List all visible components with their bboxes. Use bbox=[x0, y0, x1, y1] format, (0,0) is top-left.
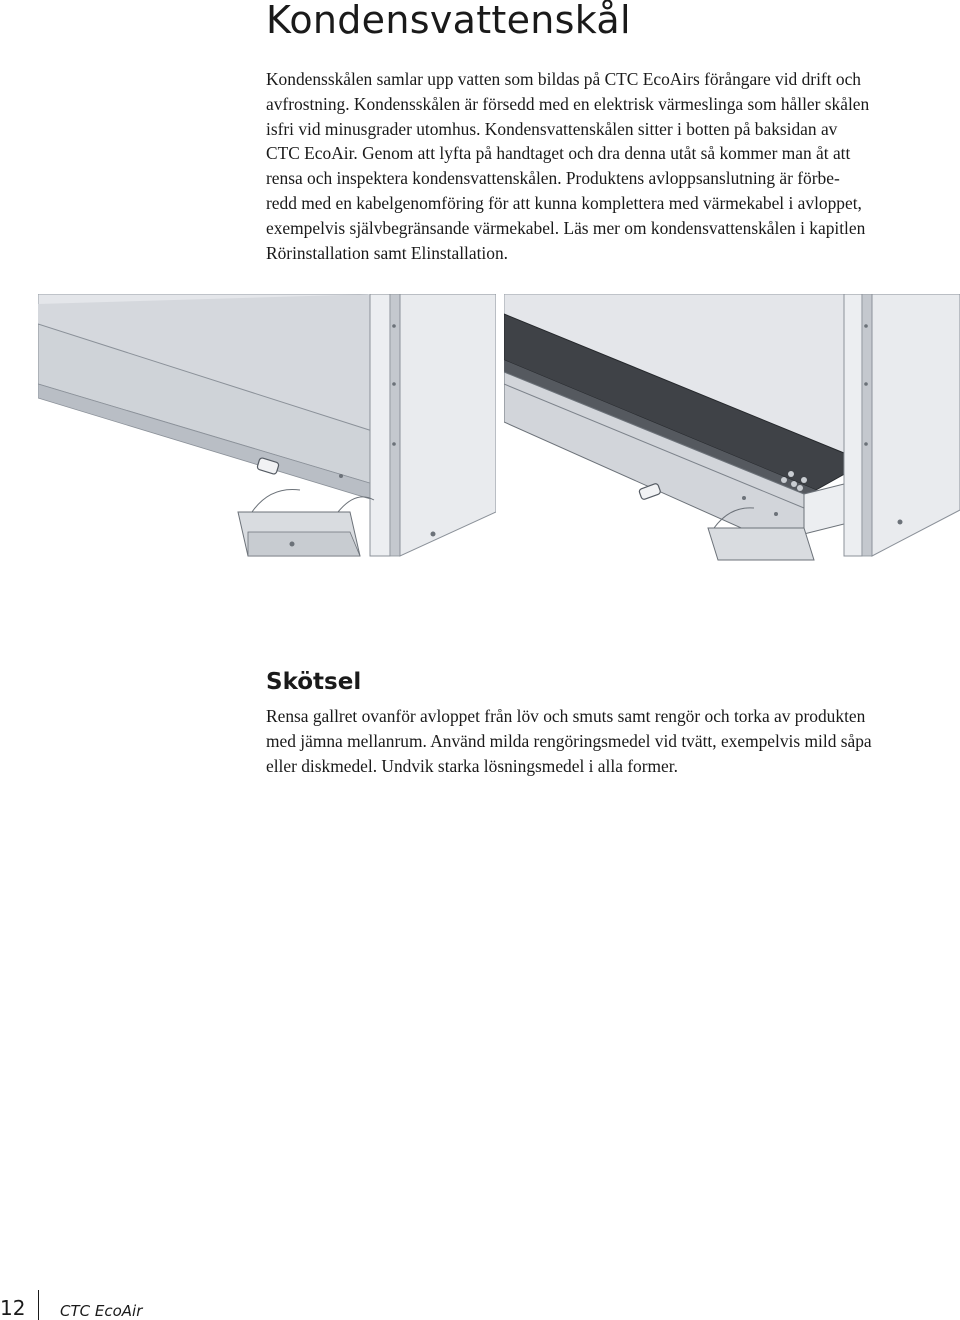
intro-line: redd med en kabelgenomföring för att kunna komplettera med värmekabel i avloppet, bbox=[266, 192, 862, 213]
care-paragraph bbox=[266, 704, 872, 778]
section-heading-care: Skötsel bbox=[266, 669, 362, 695]
care-line: med jämna mellanrum. Använd milda rengöringsmedel vid tvätt, exempelvis mild såpa bbox=[266, 730, 872, 751]
intro-line: exempelvis självbegränsande värmekabel. Läs mer om kondensvattenskålen i kapitlen bbox=[266, 217, 866, 238]
intro-line: CTC EcoAir. Genom att lyfta på handtaget och dra denna utåt så kommer man åt att bbox=[266, 143, 851, 164]
footer-divider bbox=[38, 1290, 39, 1320]
intro-line: Rörinstallation samt Elinstallation. bbox=[266, 242, 508, 263]
page-number: 12 bbox=[0, 1296, 26, 1320]
intro-paragraph bbox=[266, 67, 869, 265]
intro-line: isfri vid minusgrader utomhus. Kondensvattenskålen sitter i botten på baksidan av bbox=[266, 118, 838, 139]
intro-line: rensa och inspektera kondensvattenskålen. Produktens avloppsanslutning är förbe- bbox=[266, 168, 840, 189]
intro-line: Kondensskålen samlar upp vatten som bildas på CTC EcoAirs förångare vid drift och bbox=[266, 69, 862, 89]
care-line: eller diskmedel. Undvik starka lösningsmedel i alla former. bbox=[266, 755, 678, 776]
care-line: Rensa gallret ovanför avloppet från löv och smuts samt rengör och torka av produkten bbox=[266, 706, 866, 726]
intro-line: avfrostning. Kondensskålen är försedd med en elektrisk värmeslinga som håller skålen bbox=[266, 93, 870, 114]
footer-brand: CTC EcoAir bbox=[60, 1302, 143, 1320]
condensate-pan-closed-illustration bbox=[38, 294, 496, 566]
condensate-pan-open-illustration bbox=[504, 294, 960, 566]
page-title: Kondensvattenskål bbox=[266, 0, 631, 42]
